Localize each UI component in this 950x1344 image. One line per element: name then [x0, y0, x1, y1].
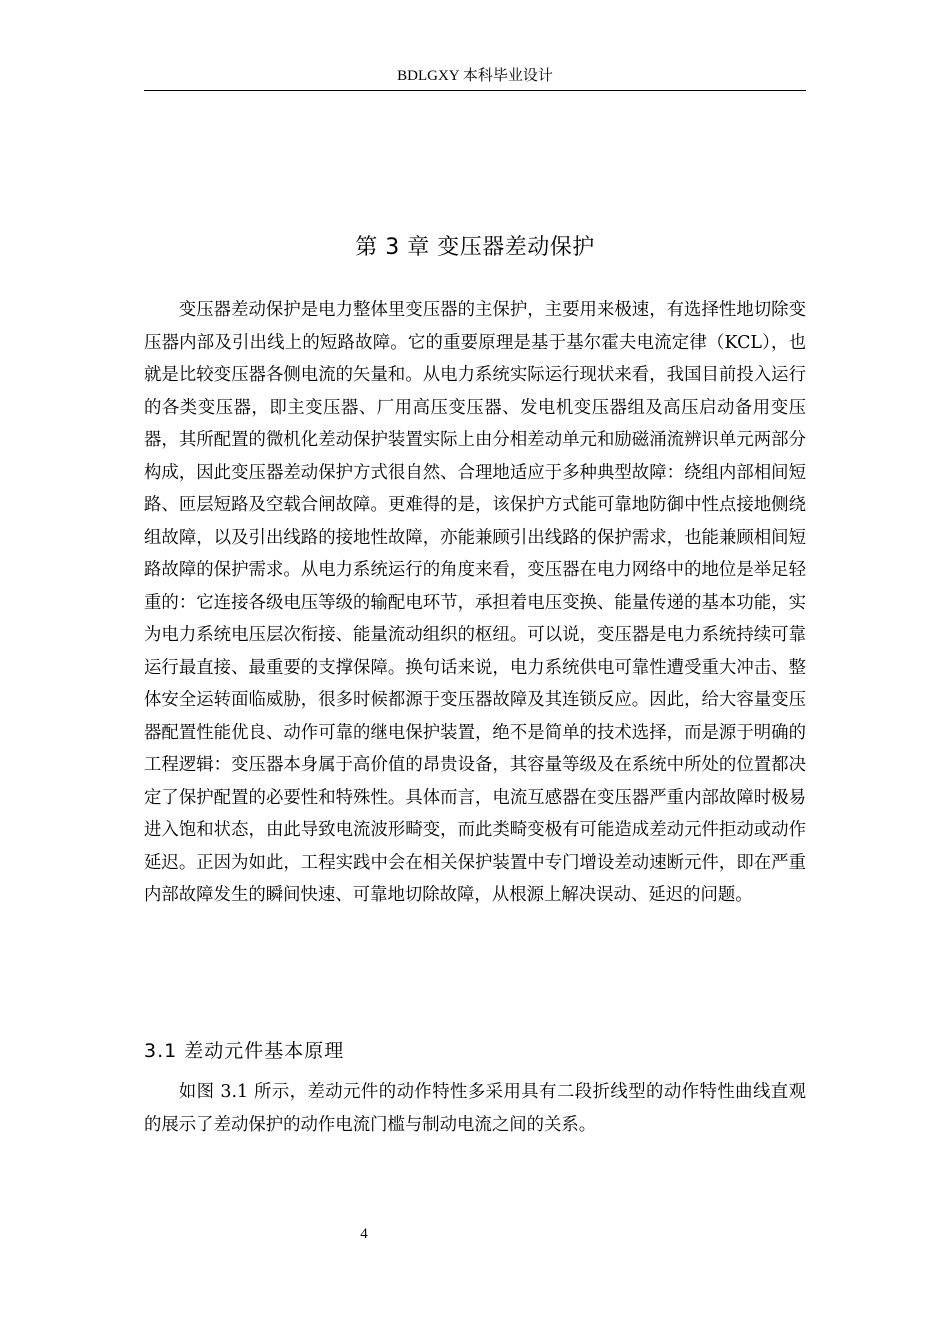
section-paragraph: 如图 3.1 所示，差动元件的动作特性多采用具有二段折线型的动作特性曲线直观的展示了差动保护的动作电流门槛与制动电流之间的关系。 [144, 1082, 806, 1135]
page-number: 4 [360, 1226, 368, 1242]
chapter-title: 第 3 章 变压器差动保护 [355, 235, 595, 260]
section-heading: 3.1 差动元件基本原理 [144, 1040, 345, 1062]
header-rule [144, 90, 806, 91]
body-paragraph: 变压器差动保护是电力整体里变压器的主保护，主要用来极速，有选择性地切除变压器内部及引出线上的短路故障。它的重要原理是基于基尔霍夫电流定律（KCL），也就是比较变压器各侧电流的矢量和。从电力系统实际运行现状来看，我国目前投入运行的各类变压器，即主变压器、厂用高压变压器、发电机变压器组及高压启动备用变压器，其所配置的微机化差动保护装置实际上由分相差动单元和励磁涌流辨识单元两部分构成，因此变压器差动保护方式很自然、合理地适应于多种典型故障：绕组内部相间短路、匝层短路及空载合闸故障。更难得的是，该保护方式能可靠地防御中性点接地侧绕组故障，以及引出线路的接地性故障，亦能兼顾引出线路的保护需求，也能兼顾相间短路故障的保护需求。从电力系统运行的角度来看，变压器在电力网络中的地位是举足轻重的：它连接各级电压等级的输配电环节，承担着电压变换、能量传递的基本功能，实为电力系统电压层次衔接、能量流动组织的枢纽。可以说，变压器是电力系统持续可靠运行最直接、最重要的支撑保障。换句话来说，电力系统供电可靠性遭受重大冲击、整体安全运转面临威胁，很多时候都源于变压器故障及其连锁反应。因此，给大容量变压器配置性能优良、动作可靠的继电保护装置，绝不是简单的技术选择，而是源于明确的工程逻辑：变压器本身属于高价值的昂贵设备，其容量等级及在系统中所处的位置都决定了保护配置的必要性和特殊性。具体而言，电流互感器在变压器严重内部故障时极易进入饱和状态，由此导致电流波形畸变，而此类畸变极有可能造成差动元件拒动或动作延迟。正因为如此，工程实践中会在相关保护装置中专门增设差动速断元件，即在严重内部故障发生的瞬间快速、可靠地切除故障，从根源上解决误动、延迟的问题。 [144, 300, 806, 905]
running-header: BDLGXY 本科毕业设计 [397, 68, 553, 84]
